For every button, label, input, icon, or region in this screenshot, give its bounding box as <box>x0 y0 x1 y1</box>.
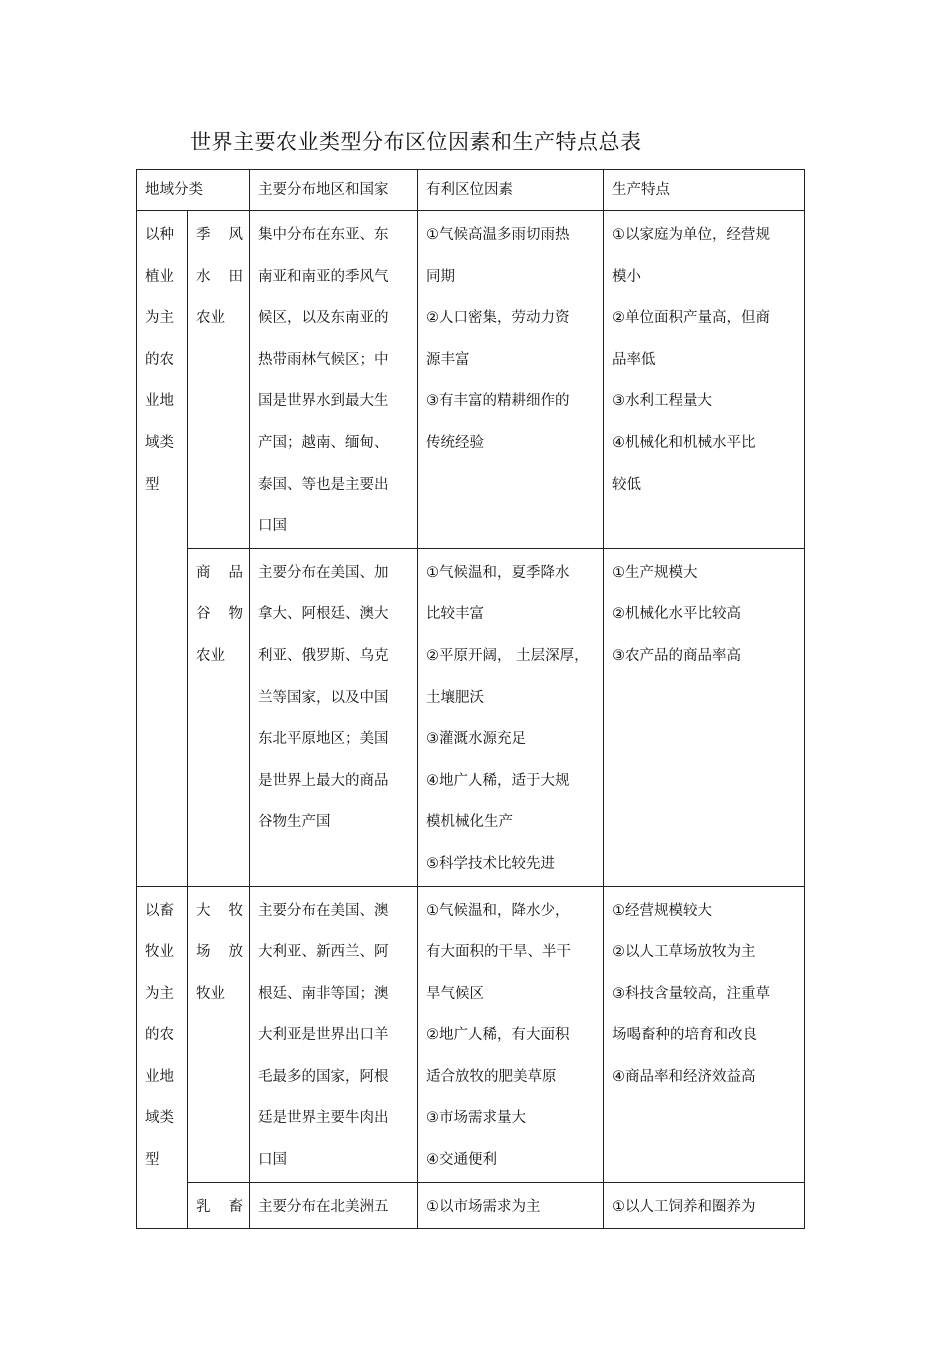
type-line: 乳 畜 <box>196 1198 243 1215</box>
features-cell: ①生产规模大 ②机械化水平比较高 ③农产品的商品率高 <box>604 548 805 886</box>
header-region-type: 地域分类 <box>137 170 250 211</box>
page-title: 世界主要农业类型分布区位因素和生产特点总表 <box>190 130 642 154</box>
type-cell <box>188 211 250 549</box>
category-cell: 以畜 牧业 为主 的农 业地 域类 型 <box>137 886 188 1229</box>
type-line: 农业 <box>196 647 225 664</box>
table-row <box>137 886 805 1182</box>
features-cell: ①以家庭为单位，经营规 模小 ②单位面积产量高，但商 品率低 ③水利工程量大 ④机械化和机械水平比 较低 <box>604 211 805 549</box>
features-cell: ①经营规模较大 ②以人工草场放牧为主 ③科技含量较高，注重草 场喝畜种的培育和改良 ④商品率和经济效益高 <box>604 886 805 1182</box>
type-line: 商 品 <box>196 564 243 581</box>
type-cell <box>188 548 250 886</box>
type-line: 场 放 <box>196 944 243 961</box>
distribution-cell: 主要分布在美国、加 拿大、阿根廷、澳大 利亚、俄罗斯、乌克 兰等国家，以及中国 东北平原地区；美国 是世界上最大的商品 谷物生产国 <box>250 548 418 886</box>
table-row <box>137 1182 805 1229</box>
type-cell <box>188 1182 250 1229</box>
distribution-cell: 主要分布在美国、澳 大利亚、新西兰、阿 根廷、南非等国；澳 大利亚是世界出口羊 毛最多的国家，阿根 廷是世界主要牛肉出 口国 <box>250 886 418 1182</box>
type-line: 谷 物 <box>196 606 243 623</box>
header-features: 生产特点 <box>604 170 805 211</box>
table-row <box>137 211 805 549</box>
table-row <box>137 548 805 886</box>
factors-cell: ①以市场需求为主 <box>418 1182 604 1229</box>
type-line: 牧业 <box>196 985 225 1002</box>
type-line: 水 田 <box>196 268 243 285</box>
category-cell: 以种 植业 为主 的农 业地 域类 型 <box>137 211 188 887</box>
type-line: 农业 <box>196 310 225 327</box>
table-header-row <box>137 170 805 211</box>
features-cell: ①以人工饲养和圈养为 <box>604 1182 805 1229</box>
type-line: 季 风 <box>196 227 243 243</box>
distribution-cell: 集中分布在东亚、东 南亚和南亚的季风气 候区，以及东南亚的 热带雨林气候区；中 国是世界水到最大生 产国；越南、缅甸、 泰国、等也是主要出 口国 <box>250 211 418 549</box>
factors-cell: ①气候高温多雨切雨热 同期 ②人口密集，劳动力资 源丰富 ③有丰富的精耕细作的 传统经验 <box>418 211 604 549</box>
distribution-cell: 主要分布在北美洲五 <box>250 1182 418 1229</box>
factors-cell: ①气候温和，夏季降水 比较丰富 ②平原开阔， 土层深厚， 土壤肥沃 ③灌溉水源充足 ④地广人稀，适于大规 模机械化生产 ⑤科学技术比较先进 <box>418 548 604 886</box>
type-cell <box>188 886 250 1182</box>
type-line: 大 牧 <box>196 902 243 919</box>
agriculture-summary-table <box>136 169 805 1229</box>
factors-cell: ①气候温和，降水少， 有大面积的干旱、半干 旱气候区 ②地广人稀，有大面积 适合放牧的肥美草原 ③市场需求量大 ④交通便利 <box>418 886 604 1182</box>
header-distribution: 主要分布地区和国家 <box>250 170 418 211</box>
header-factors: 有利区位因素 <box>418 170 604 211</box>
